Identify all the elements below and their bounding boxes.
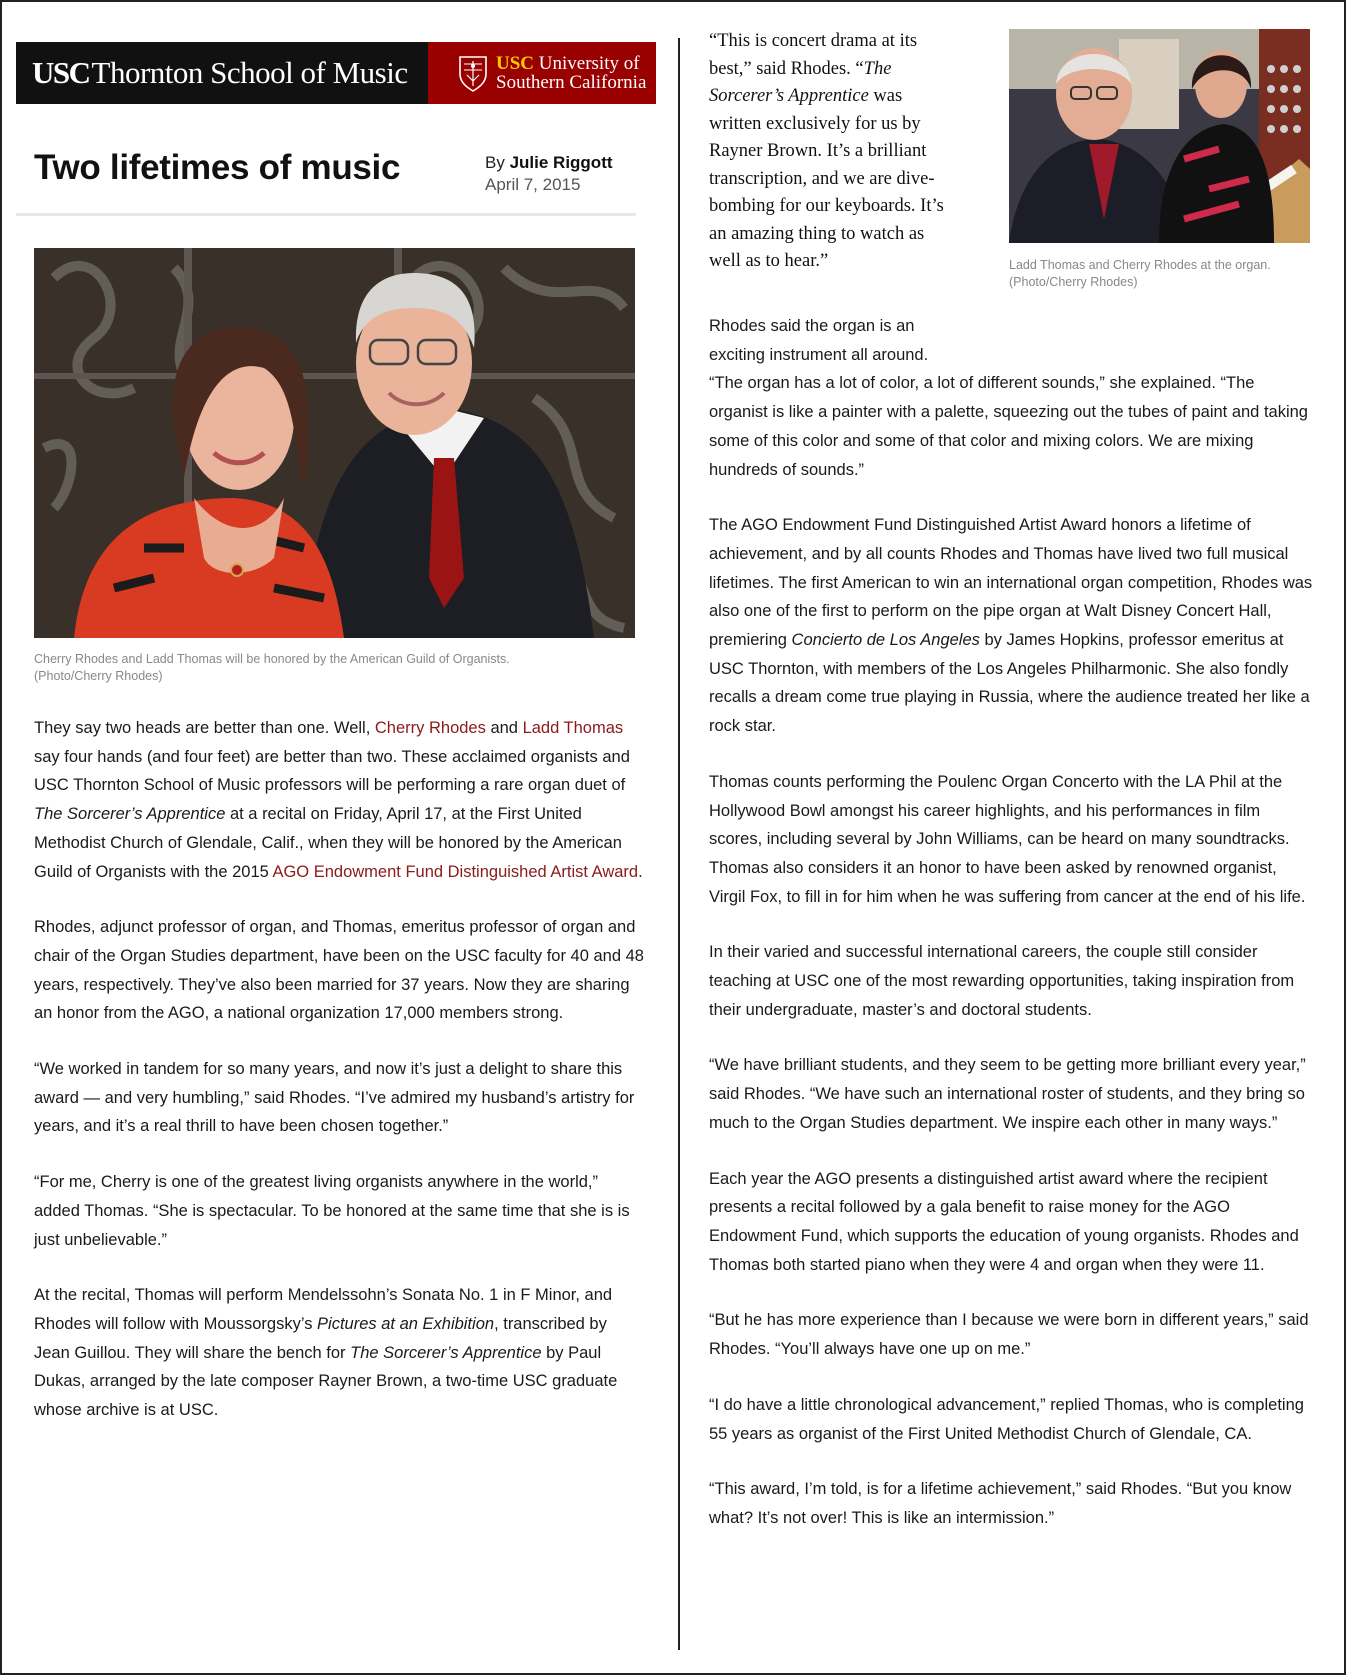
logo-school-name: Thornton School of Music — [91, 55, 408, 90]
text-span: They say two heads are better than one. Well, — [34, 719, 375, 737]
usc-seal-icon — [458, 54, 488, 92]
paragraph — [709, 312, 1314, 484]
work-title: The Sorcerer’s Apprentice — [34, 805, 226, 824]
text-span: The AGO Endowment Fund Distinguished Artist Award honors a lifetime of achievement, and by all counts Rhodes and Thomas have lived two full musical lifetimes. The first American to win an international organ competition, Rhodes was also one of the first to perform on the pipe organ at Walt Disney Concert Hall, premiering — [709, 516, 1313, 650]
text-span: At the recital, Thomas will perform Mendelssohn’s Sonata No. 1 in F Minor, and Rhodes will follow with Moussorgsky’s — [34, 1286, 613, 1333]
logo-usc-text: USC — [32, 55, 90, 90]
couple-at-organ-image — [1009, 29, 1310, 243]
byline-by: By — [485, 153, 505, 172]
work-title: The Sorcerer’s Apprentice — [350, 1343, 542, 1362]
text-span: and — [485, 719, 523, 737]
text-span: by Paul Dukas, arranged by the late composer Rayner Brown, a two-time USC graduate whose archive is at USC. — [34, 1343, 618, 1420]
author-name: Julie Riggott — [509, 153, 613, 172]
work-title: Concierto de Los Angeles — [791, 631, 980, 650]
university-name — [496, 54, 646, 92]
text-span: , transcribed by Jean Guillou. They will share the bench for — [34, 1314, 607, 1362]
univ-line2: Southern California — [496, 72, 647, 93]
column-divider — [678, 38, 680, 1650]
text-span: by James Hopkins, professor emeritus at USC Thornton, with members of the Los Angeles Philharmonic. She also fondly recalls a dream come true playing in Russia, where the audience treated her like a rock star. — [709, 631, 1310, 736]
organ-caption-text: Ladd Thomas and Cherry Rhodes at the organ. — [1009, 258, 1271, 272]
header-banner — [16, 42, 656, 104]
usc-university-logo[interactable] — [428, 42, 656, 104]
paragraph: Each year the AGO presents a distinguished artist award where the recipient presents a recital followed by a gala benefit to raise money for the AGO Endowment Fund, which supports the education of young organists. Rhodes and Thomas both started piano when they were 4 and organ when they were 11. — [709, 1169, 1299, 1274]
paragraph: “For me, Cherry is one of the greatest living organists anywhere in the world,” added Thomas. “She is spectacular. To be honored at the same time that she is is just unbelievable.” — [34, 1173, 630, 1249]
paragraph: Thomas counts performing the Poulenc Organ Concerto with the LA Phil at the Hollywood Bowl amongst his career highlights, and his performances in film scores, including several by John Williams, can be heard on many soundtracks. Thomas also considers it an honor to have been asked by renowned organist, Virgil Fox, to fill in for him when he was suffering from cancer at the end of his life. — [709, 772, 1306, 906]
univ-usc-text: USC — [496, 53, 535, 74]
paragraph — [709, 511, 1314, 741]
main-caption-credit: (Photo/Cherry Rhodes) — [34, 669, 163, 683]
thornton-logo[interactable] — [16, 42, 428, 104]
text-span: say four hands (and four feet) are better than two. These acclaimed organists and USC Thornton School of Music professors will be performing a rare organ duet of — [34, 747, 630, 795]
paragraph: “But he has more experience than I because we were born in different years,” said Rhodes. “You’ll always have one up on me.” — [709, 1311, 1309, 1359]
left-article-column — [34, 714, 644, 1452]
text-span: “The organ has a lot of color, a lot of different sounds,” she explained. “The organist is like a painter with a palette, squeezing out the tubes of paint and taking some of this color and some of that color and mixing colors. We are mixing hundreds of sounds.” — [709, 374, 1308, 479]
cherry-rhodes-link[interactable]: Cherry Rhodes — [374, 719, 486, 737]
paragraph: “I do have a little chronological advancement,” replied Thomas, who is completing 55 years as organist of the First United Methodist Church of Glendale, CA. — [709, 1395, 1304, 1443]
text-line: exciting instrument all around. — [709, 345, 929, 364]
main-photo[interactable] — [34, 248, 635, 638]
work-title: Pictures at an Exhibition — [317, 1314, 495, 1333]
paragraph: “This award, I’m told, is for a lifetime achievement,” said Rhodes. “But you know what? It’s not over! This is like an intermission.” — [709, 1480, 1292, 1527]
paragraph: “We have brilliant students, and they seem to be getting more brilliant every year,” said Rhodes. “We have such an international roster of students, and they bring so much to the Organ Studies department. We inspire each other in many ways.” — [709, 1056, 1306, 1132]
paragraph — [34, 714, 644, 886]
text-span: “This is concert drama at its best,” said Rhodes. “ — [709, 31, 918, 79]
text-span: . — [638, 862, 643, 881]
page-title: Two lifetimes of music — [34, 148, 401, 187]
work-title: The Sorcerer’s Apprentice — [709, 58, 892, 106]
ladd-thomas-link[interactable]: Ladd Thomas — [522, 719, 624, 737]
paragraph: Rhodes, adjunct professor of organ, and Thomas, emeritus professor of organ and chair of the Organ Studies department, have been on the USC faculty for 40 and 48 years, respectively. They’ve also been married for 37 years. Now they are sharing an honor from the AGO, a national organization 17,000 members strong. — [34, 918, 644, 1023]
ago-award-link[interactable]: AGO Endowment Fund Distinguished Artist Award — [272, 862, 639, 881]
paragraph — [34, 1281, 644, 1425]
paragraph: In their varied and successful international careers, the couple still consider teaching at USC one of the most rewarding opportunities, taking inspiration from their undergraduate, master’s and doctoral students. — [709, 943, 1295, 1019]
text-span: at a recital on Friday, April 17, at the First United Methodist Church of Glendale, Calif., when they will be honored by the American Guild of Organists with the 2015 — [34, 805, 622, 881]
paragraph: “We worked in tandem for so many years, and now it’s just a delight to share this award — and very humbling,” said Rhodes. “I’ve admired my husband’s artistry for years, and it’s a real thrill to have been chosen together.” — [34, 1060, 635, 1136]
pull-quote — [709, 28, 949, 276]
main-photo-caption — [34, 651, 635, 685]
organ-caption-credit: (Photo/Cherry Rhodes) — [1009, 275, 1138, 289]
publish-date: April 7, 2015 — [485, 175, 581, 194]
byline — [485, 152, 613, 196]
univ-line1: University of — [538, 53, 640, 74]
organ-photo-caption — [1009, 257, 1310, 291]
text-span: was written exclusively for us by Rayner Brown. It’s a brilliant transcription, and we are dive-bombing for our keyboards. It’s an amazing thing to watch as well as to hear.” — [709, 86, 944, 271]
title-divider — [16, 213, 636, 216]
main-caption-text: Cherry Rhodes and Ladd Thomas will be honored by the American Guild of Organists. — [34, 652, 510, 666]
right-article-column — [709, 312, 1314, 1560]
text-line: Rhodes said the organ is an — [709, 317, 915, 335]
organ-photo[interactable] — [1009, 29, 1310, 243]
couple-portrait-image — [34, 248, 635, 638]
